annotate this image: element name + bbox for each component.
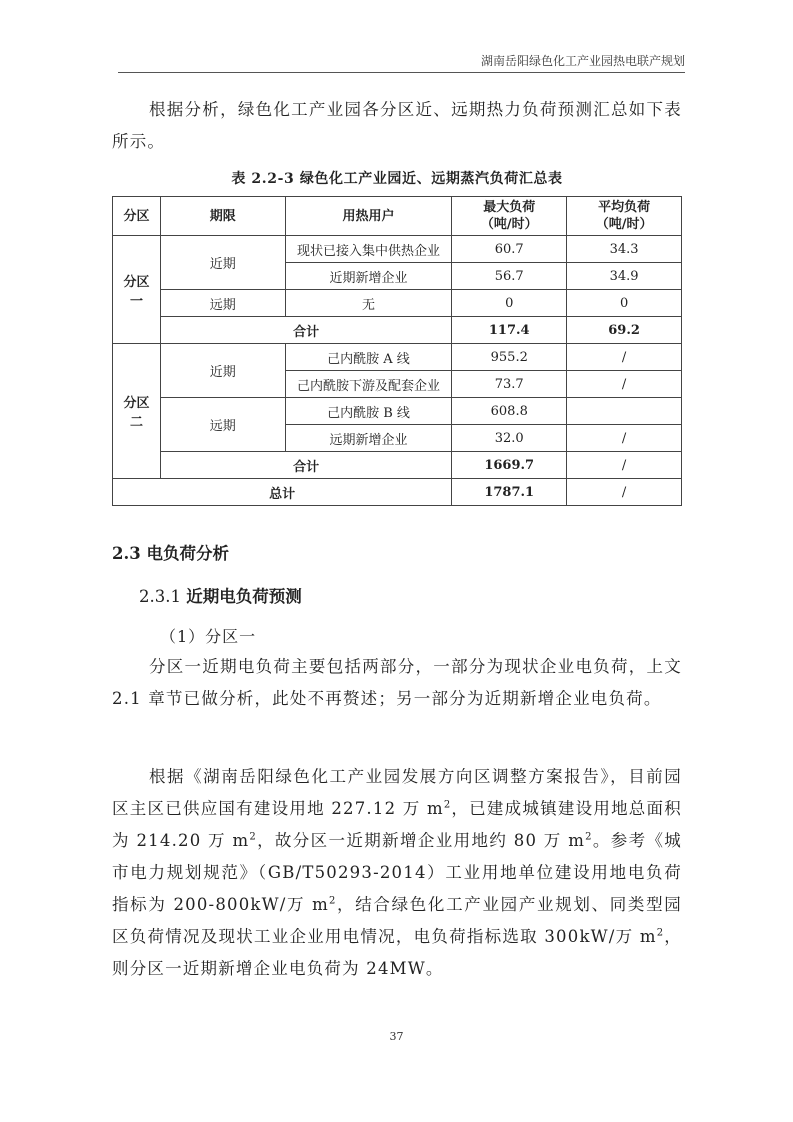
- item-heading: （1）分区一: [160, 627, 257, 646]
- user-cell: 己内酰胺下游及配套企业: [285, 371, 452, 398]
- table-header-row: [113, 197, 682, 236]
- avg-cell: /: [567, 371, 682, 398]
- user-cell: 己内酰胺 B 线: [285, 398, 452, 425]
- period-cell: 近期: [160, 344, 285, 398]
- header-user: 用热用户: [285, 197, 452, 236]
- intro-paragraph: 根据分析，绿色化工产业园各分区近、远期热力负荷预测汇总如下表所示。: [112, 100, 682, 151]
- max-cell: 73.7: [452, 371, 567, 398]
- subtotal-avg: 69.2: [567, 317, 682, 344]
- avg-cell: 34.9: [567, 263, 682, 290]
- subtotal-label: 合计: [160, 317, 451, 344]
- paragraph-2: 根据《湖南岳阳绿色化工产业园发展方向区调整方案报告》，目前园区主区已供应国有建设用地 227.12 万 $m^2$，已建成城镇建设用地总面积为 214.20 万 $m^2$，故分区一近期新增企业用地约 80 万 $m^2$。参考《城市电力规划规范》（GB/T50293-2014）工业用地单位建设用地电负荷指标为 200-800kW/万 $m^2$，结合绿色化工产业园产业规划、同类型园区负荷情况及现状工业企业用电情况，电负荷指标选取 300kW/万 $m^2$，则分区一近期新增企业电负荷为 24MW。: [112, 767, 683, 978]
- zone2-label: 分区 二: [113, 344, 161, 479]
- header-rule: [118, 72, 685, 73]
- max-cell: 32.0: [452, 425, 567, 452]
- running-header: 湖南岳阳绿色化工产业园热电联产规划: [480, 54, 685, 68]
- period-cell: 远期: [160, 398, 285, 452]
- subtotal-max: 117.4: [452, 317, 567, 344]
- max-cell: 60.7: [452, 236, 567, 263]
- total-row: [113, 479, 682, 506]
- max-cell: 608.8: [452, 398, 567, 425]
- user-cell: 近期新增企业: [285, 263, 452, 290]
- total-label: 总计: [113, 479, 452, 506]
- table-row: [113, 398, 682, 425]
- header-avg-load: 平均负荷 （吨/时）: [567, 197, 682, 236]
- total-max: 1787.1: [452, 479, 567, 506]
- user-cell: 无: [285, 290, 452, 317]
- steam-load-table: [112, 196, 682, 506]
- max-cell: 0: [452, 290, 567, 317]
- avg-cell: /: [567, 344, 682, 371]
- period-cell: 远期: [160, 290, 285, 317]
- subtotal-label: 合计: [160, 452, 451, 479]
- user-cell: 己内酰胺 A 线: [285, 344, 452, 371]
- table-row: [113, 236, 682, 263]
- avg-cell: 0: [567, 290, 682, 317]
- avg-cell: [567, 398, 682, 425]
- subtotal-row: [113, 317, 682, 344]
- table-caption: 表 2.2-3 绿色化工产业园近、远期蒸汽负荷汇总表: [231, 171, 563, 187]
- table-row: [113, 290, 682, 317]
- paragraph-1: 分区一近期电负荷主要包括两部分，一部分为现状企业电负荷，上文 2.1 章节已做分析，此处不再赘述；另一部分为近期新增企业电负荷。: [112, 657, 682, 708]
- subsection-heading: [139, 583, 302, 607]
- subtotal-avg: /: [567, 452, 682, 479]
- subsection-title: 近期电负荷预测: [186, 587, 302, 606]
- section-heading: 2.3 电负荷分析: [112, 544, 229, 563]
- header-max-load: 最大负荷 （吨/时）: [452, 197, 567, 236]
- total-avg: /: [567, 479, 682, 506]
- subtotal-max: 1669.7: [452, 452, 567, 479]
- avg-cell: /: [567, 425, 682, 452]
- header-zone: 分区: [113, 197, 161, 236]
- zone1-label: 分区 一: [113, 236, 161, 344]
- max-cell: 56.7: [452, 263, 567, 290]
- user-cell: 远期新增企业: [285, 425, 452, 452]
- max-cell: 955.2: [452, 344, 567, 371]
- subtotal-row: [113, 452, 682, 479]
- page-number: 37: [389, 1030, 404, 1043]
- table-row: [113, 344, 682, 371]
- avg-cell: 34.3: [567, 236, 682, 263]
- period-cell: 近期: [160, 236, 285, 290]
- header-period: 期限: [160, 197, 285, 236]
- subsection-number: 2.3.1: [139, 587, 181, 606]
- user-cell: 现状已接入集中供热企业: [285, 236, 452, 263]
